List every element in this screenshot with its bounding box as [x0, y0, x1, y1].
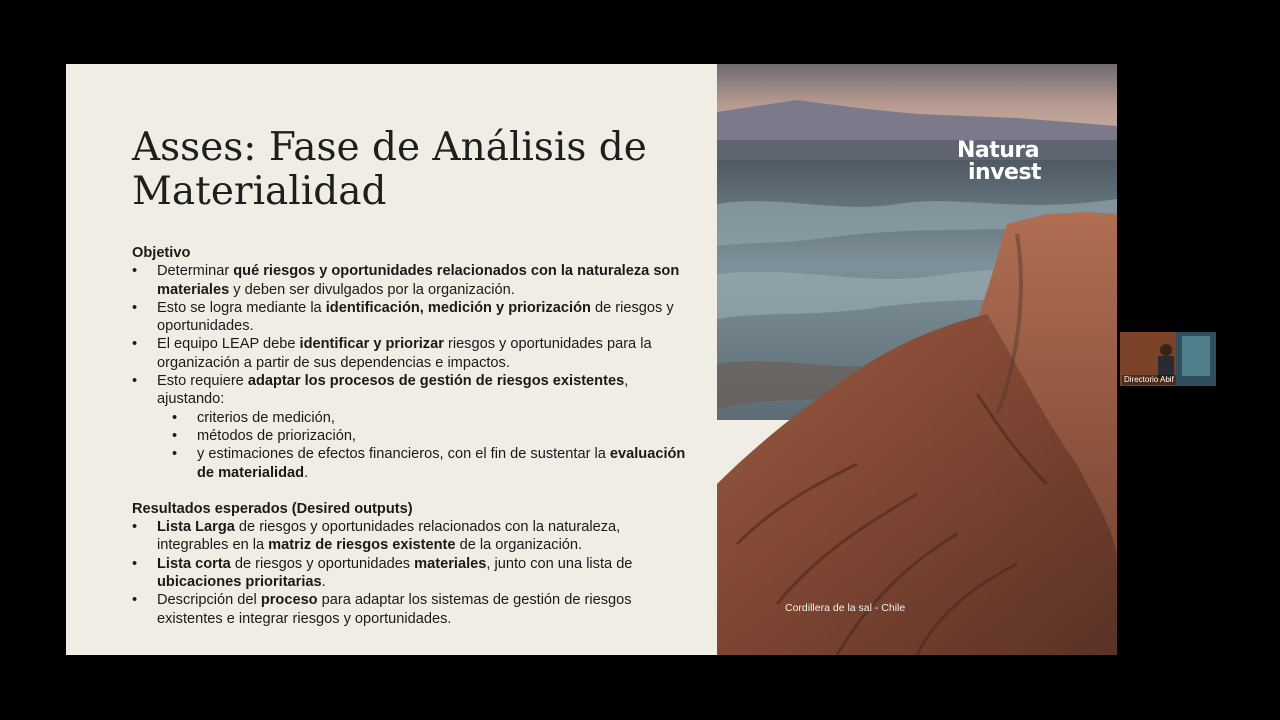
list-item: • métodos de priorización, [157, 427, 692, 445]
slide-text-panel [66, 64, 717, 655]
list-item: • Determinar qué riesgos y oportunidades relacionados con la naturaleza son materiales y deben ser divulgados por la organización. [132, 262, 692, 299]
list-item: • criterios de medición, [157, 409, 692, 427]
slide-content [132, 244, 692, 628]
logo-line-1: Natura [957, 138, 1040, 163]
list-item: • Esto requiere adaptar los procesos de gestión de riesgos existentes, ajustando: • criterios de medición, • métodos de priorización, • y estimaciones de efectos financieros, con el fin de sustentar la evaluación de materialidad. [132, 372, 692, 482]
logo-line-2: invest [968, 160, 1042, 185]
slide-title: Asses: Fase de Análisis de Materialidad [132, 125, 647, 214]
landscape-photo [717, 64, 1117, 655]
list-item: • Lista corta de riesgos y oportunidades materiales, junto con una lista de ubicaciones prioritarias. [132, 555, 692, 592]
presentation-slide [66, 64, 1117, 655]
outputs-heading: Resultados esperados (Desired outputs) [132, 500, 413, 517]
list-item: • y estimaciones de efectos financieros, con el fin de sustentar la evaluación de materialidad. [157, 445, 692, 482]
list-item: • Esto se logra mediante la identificación, medición y priorización de riesgos y oportunidades. [132, 299, 692, 336]
webcam-thumbnail[interactable] [1120, 332, 1216, 386]
landscape-illustration [717, 64, 1117, 655]
list-item: • Descripción del proceso para adaptar los sistemas de gestión de riesgos existentes e integrar riesgos y oportunidades. [132, 591, 692, 628]
objective-heading: Objetivo [132, 245, 191, 261]
list-item: • Lista Larga de riesgos y oportunidades relacionados con la naturaleza, integrables en la matriz de riesgos existente de la organización. [132, 518, 692, 555]
list-item: • El equipo LEAP debe identificar y priorizar riesgos y oportunidades para la organización a partir de sus dependencias e impactos. [132, 335, 692, 372]
objective-sublist [157, 409, 692, 482]
photo-caption: Cordillera de la sal - Chile [785, 602, 906, 614]
objective-list [132, 262, 692, 482]
natura-invest-logo [957, 140, 1041, 184]
participant-name-label: Directorio Abif [1124, 375, 1174, 384]
outputs-list [132, 518, 692, 628]
